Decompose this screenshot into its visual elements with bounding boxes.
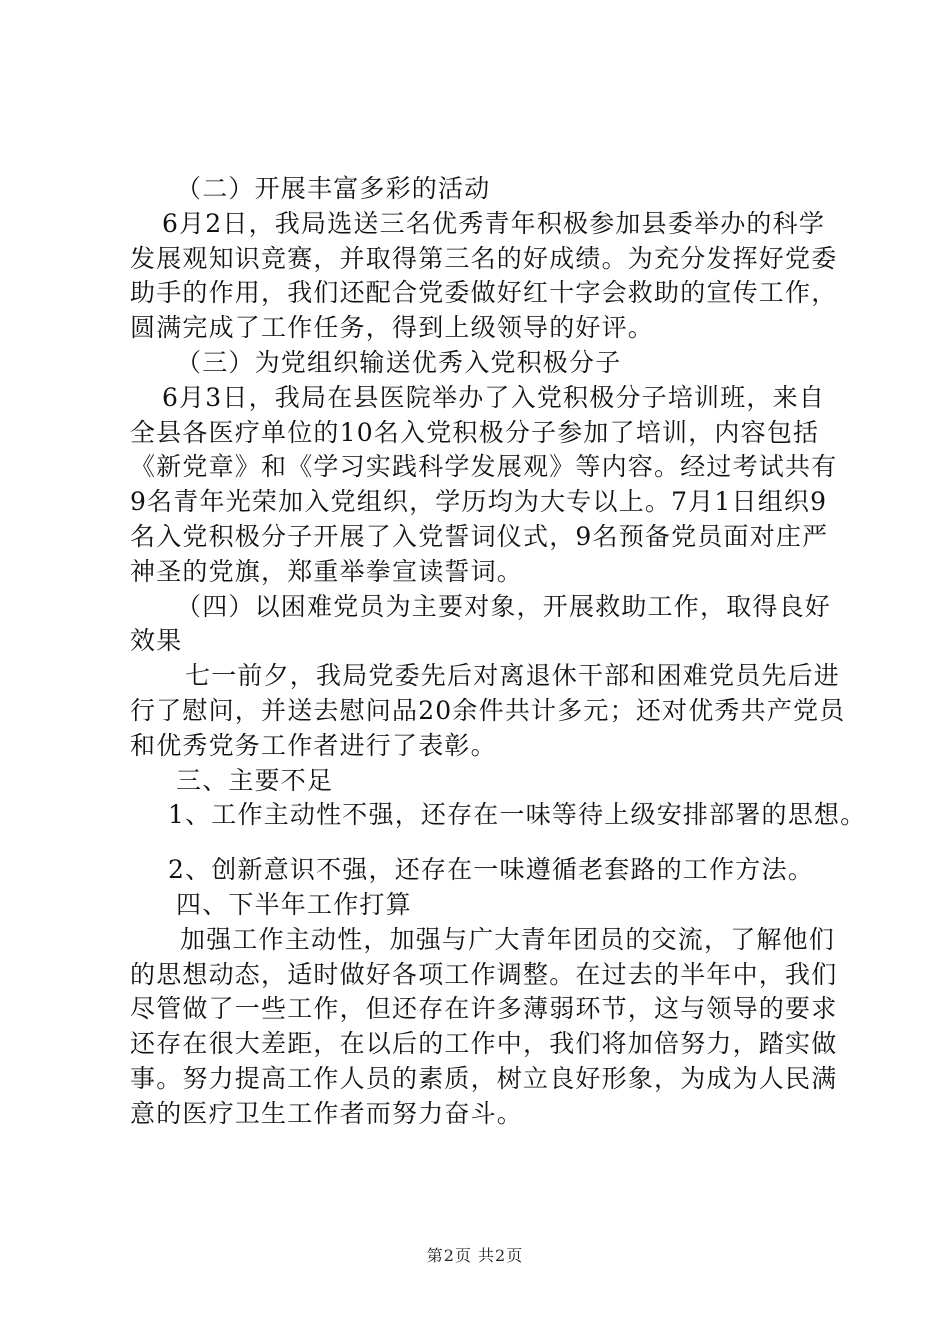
paragraph-line: 行了慰问，并送去慰问品20余件共计多元；还对优秀共产党员 [130, 695, 846, 725]
paragraph-line: 9名青年光荣加入党组织，学历均为大专以上。7月1日组织9 [130, 487, 828, 517]
paragraph-line: 和优秀党务工作者进行了表彰。 [130, 730, 497, 760]
paragraph-line: 七一前夕，我局党委先后对离退休干部和困难党员先后进 [185, 661, 841, 691]
section-heading: 四、下半年工作打算 [176, 889, 412, 919]
paragraph-line: 圆满完成了工作任务，得到上级领导的好评。 [130, 313, 655, 343]
paragraph-line: 6月2日，我局选送三名优秀青年积极参加县委举办的科学 [162, 208, 826, 238]
paragraph-line: 助手的作用，我们还配合党委做好红十字会救助的宣传工作， [130, 278, 838, 308]
paragraph-line: 发展观知识竞赛，并取得第三名的好成绩。为充分发挥好党委 [130, 243, 838, 273]
paragraph-line: 6月3日，我局在县医院举办了入党积极分子培训班，来自 [162, 382, 826, 412]
list-item: 1、工作主动性不强，还存在一味等待上级安排部署的思想。 [168, 800, 867, 830]
section-heading: 三、主要不足 [176, 765, 334, 795]
paragraph-line: 意的医疗卫生工作者而努力奋斗。 [130, 1098, 524, 1128]
paragraph-line: 事。努力提高工作人员的素质，树立良好形象，为成为人民满 [130, 1063, 838, 1093]
section-heading-continued: 效果 [130, 626, 183, 656]
section-heading: （二）开展丰富多彩的活动 [176, 174, 491, 203]
paragraph-line: 全县各医疗单位的10名入党积极分子参加了培训，内容包括 [130, 417, 820, 447]
paragraph-line: 还存在很大差距，在以后的工作中，我们将加倍努力，踏实做 [130, 1029, 838, 1059]
paragraph-line: 的思想动态，适时做好各项工作调整。在过去的半年中，我们 [130, 959, 838, 989]
section-heading: （四）以困难党员为主要对象，开展救助工作，取得良好 [176, 591, 832, 621]
paragraph-line: 神圣的党旗，郑重举拳宣读誓词。 [130, 556, 524, 586]
paragraph-line: 尽管做了一些工作，但还存在许多薄弱环节，这与领导的要求 [130, 994, 838, 1024]
paragraph-line: 加强工作主动性，加强与广大青年团员的交流，了解他们 [180, 924, 836, 954]
paragraph-line: 名入党积极分子开展了入党誓词仪式，9名预备党员面对庄严 [130, 521, 829, 551]
paragraph-line: 《新党章》和《学习实践科学发展观》等内容。经过考试共有 [130, 452, 838, 482]
section-heading: （三）为党组织输送优秀入党积极分子 [176, 347, 622, 377]
document-body [130, 172, 867, 1132]
page-footer: 第2页 共2页 [426, 1246, 524, 1265]
list-item: 2、创新意识不强，还存在一味遵循老套路的工作方法。 [168, 855, 814, 885]
